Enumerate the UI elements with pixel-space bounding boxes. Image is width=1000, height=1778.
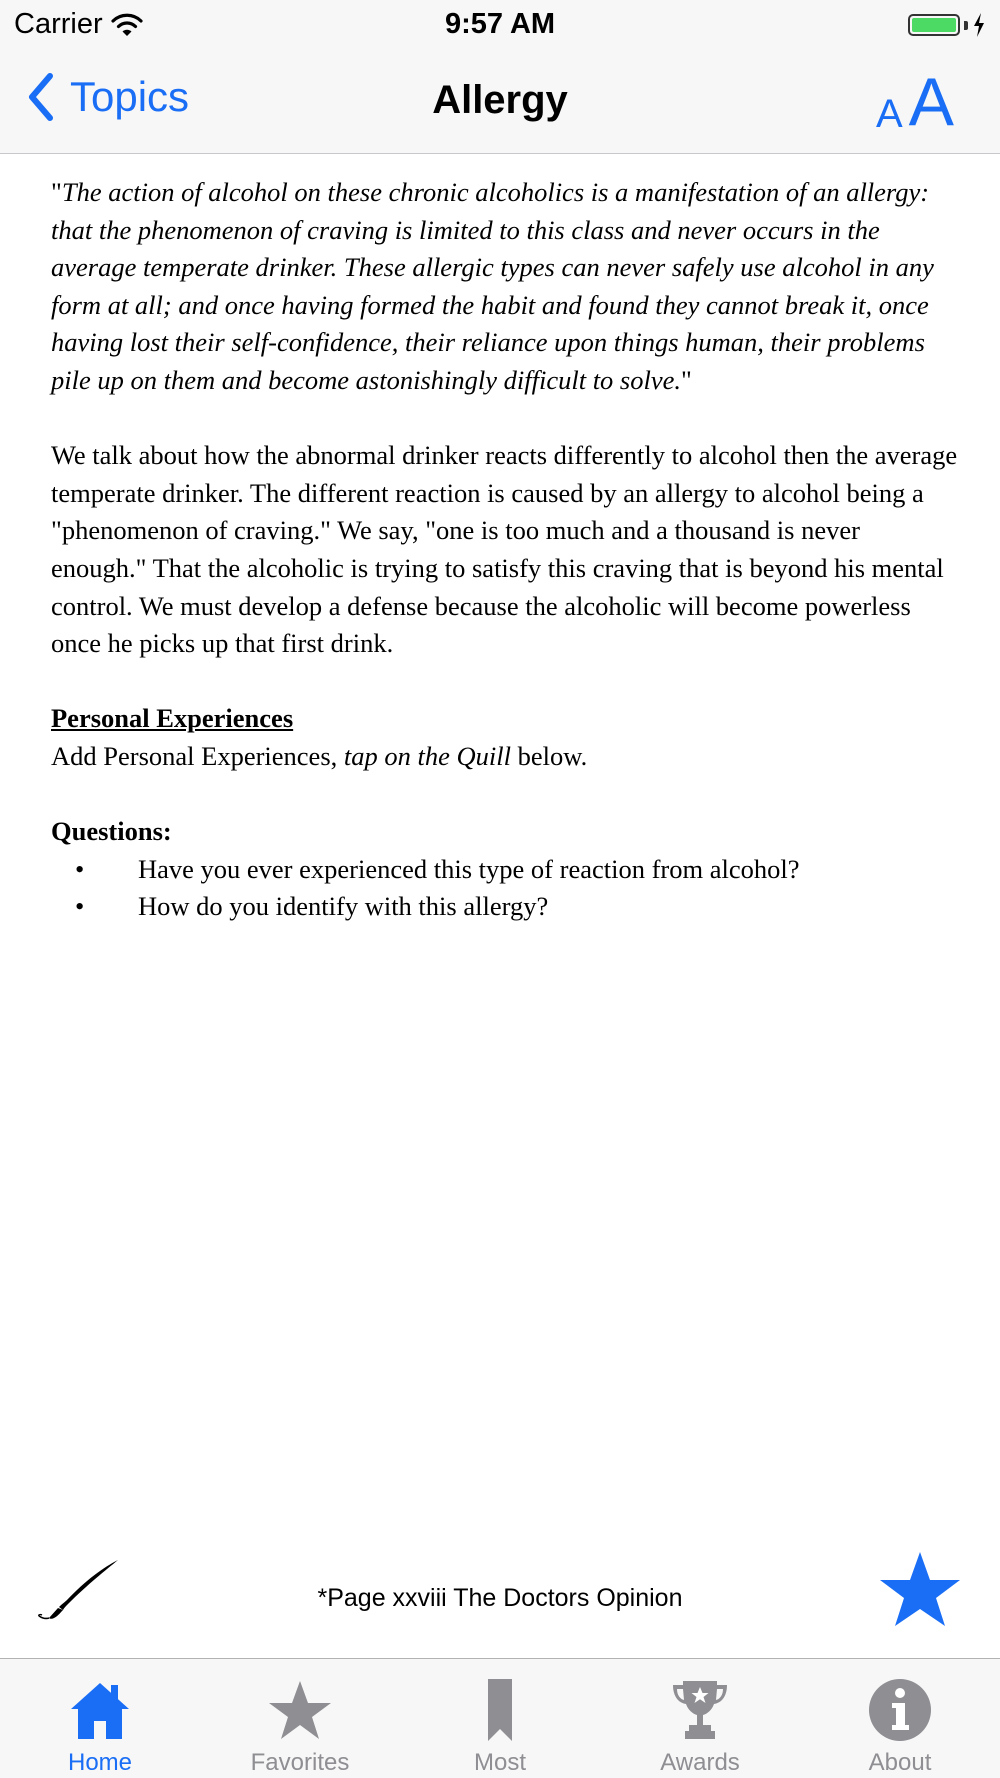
tab-label-most: Most [473,1749,526,1776]
tab-bar [0,1658,1000,1778]
tab-label-awards: Awards [660,1749,740,1776]
info-icon [867,1677,933,1743]
font-size-small-icon: A [875,92,903,136]
quote-close-mark: " [681,364,692,395]
navigation-bar [0,52,1000,154]
tab-label-home: Home [67,1749,133,1776]
trophy-icon [667,1677,733,1743]
page-title: Allergy [432,78,568,122]
tab-most[interactable] [400,1659,600,1778]
battery-icon [908,14,960,36]
tab-home[interactable] [0,1659,200,1778]
instruction-suffix: below. [510,740,588,771]
home-icon [67,1677,133,1743]
bookmark-icon [467,1677,533,1743]
battery-indicator [908,12,986,38]
body-paragraph: We talk about how the abnormal drinker reacts differently to alcohol then the average temperate drinker. The different reaction is caused by an allergy to alcohol being a "phenomenon of craving." We say, "one is too much and a thousand is never enough." That the alcoholic is trying to satisfy this craving that is beyond his mental control. We must develop a defense because the alcoholic will become powerless once he picks up that first drink. [51,440,958,659]
battery-level [912,18,956,32]
battery-nub [964,21,968,30]
tab-awards[interactable] [600,1659,800,1778]
personal-experiences-heading: Personal Experiences [51,703,294,734]
personal-experiences-instruction [51,738,961,776]
status-time: 9:57 AM [444,8,556,40]
font-size-large-icon: A [908,64,954,140]
page-reference: *Page xxviii The Doctors Opinion [317,1584,683,1612]
font-size-button[interactable] [876,62,954,142]
instruction-prefix: Add Personal Experiences, [51,740,344,771]
quote-text: The action of alcohol on these chronic alcoholics is a manifestation of an allergy: that the phenomenon of craving is limited to this class and never occurs in the average temperate drinker. These allergic types can never safely use alcohol in any form at all; and once having formed the habit and found they cannot break it, once having lost their self-confidence, their reliance upon things human, their problems pile up on them and become astonishingly difficult to solve. [51,177,934,395]
article-content [51,174,961,926]
list-bullet: • [75,891,85,922]
list-item [51,888,961,926]
charging-bolt-icon [972,12,986,38]
tab-label-about: About [868,1749,932,1776]
quote-open-mark: " [51,177,62,207]
tab-favorites[interactable] [200,1659,400,1778]
instruction-emphasis: tap on the Quill [343,740,511,771]
question-text: Have you ever experienced this type of reaction from alcohol? [138,853,800,884]
questions-list [51,851,961,926]
favorite-star-icon[interactable] [878,1550,962,1628]
status-bar [0,0,1000,52]
tab-label-favorites: Favorites [250,1749,350,1776]
carrier-label: Carrier [14,8,103,40]
quote-paragraph [51,174,961,400]
star-icon [267,1677,333,1743]
list-bullet: • [75,853,85,884]
tab-about[interactable] [800,1659,1000,1778]
list-item [51,851,961,889]
questions-heading: Questions: [51,816,172,847]
question-text: How do you identify with this allergy? [138,891,549,922]
back-button-label: Topics [70,73,190,120]
